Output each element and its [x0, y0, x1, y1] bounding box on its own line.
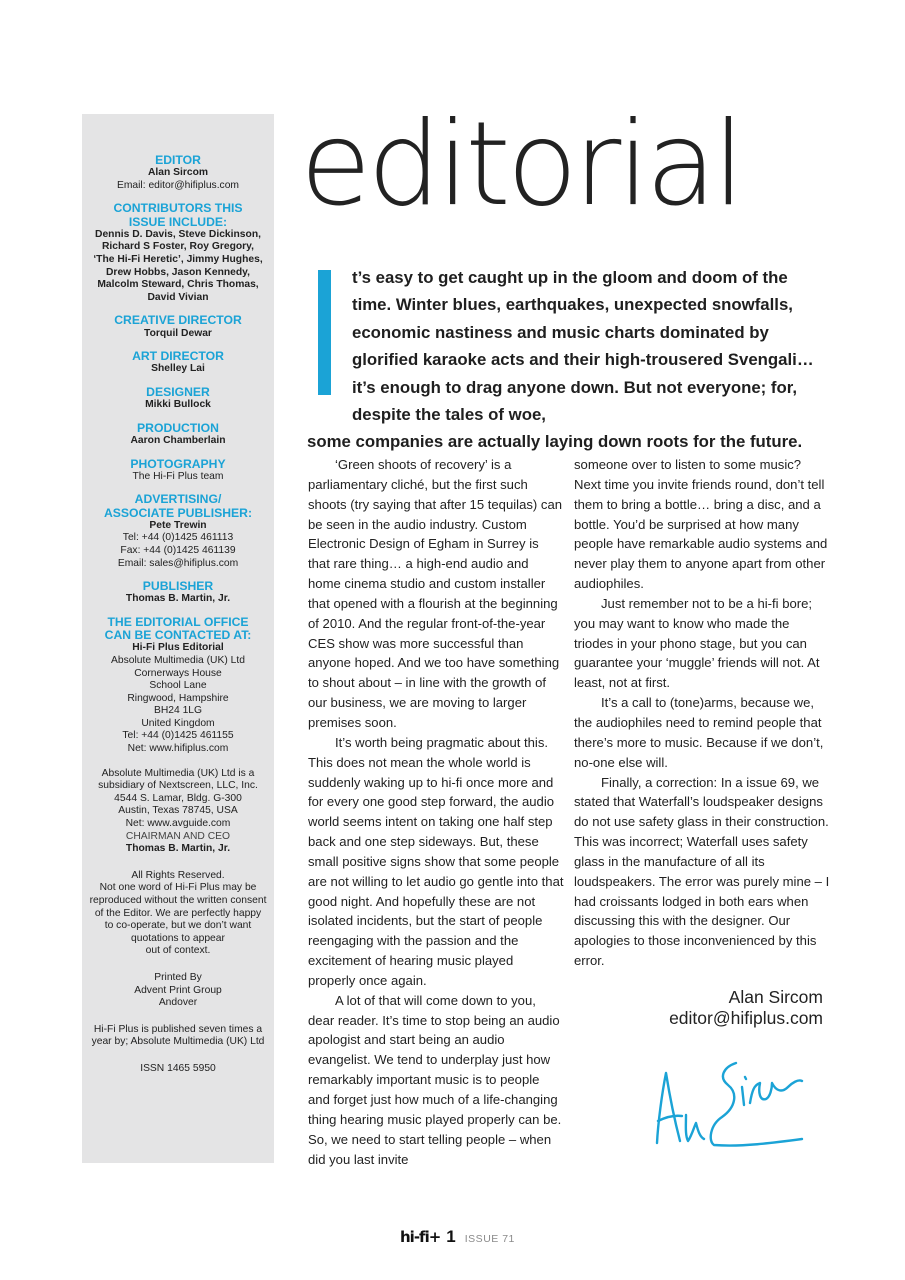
credit-name: Thomas B. Martin, Jr. [125, 593, 231, 605]
author-name: Alan Sircom [728, 987, 823, 1007]
brand-logo: hi-fi+ [400, 1228, 441, 1246]
rights-notice: All Rights Reserved. Not one word of Hi-Fi Plus may be reproduced without the written consent of the Editor. We are perfectly happy to co-operate, but we don’t want quotations to appear out of context. [89, 869, 267, 957]
credit-role: PUBLISHER [142, 579, 214, 594]
body-paragraph: someone over to listen to some music? Next time you invite friends round, don’t tell them to bring a bottle… bring a disc, and a bottle. You’d be surprised at how many people have remarkable audio systems and never play them to anyone apart from other audiophiles. [574, 457, 828, 592]
body-paragraph: It’s a call to (tone)arms, because we, the audiophiles need to remind people that there’s more to music. Because if we don’t, no-one else will. [574, 695, 824, 770]
standfirst [307, 264, 827, 456]
credit-name: Pete Trewin [149, 519, 207, 531]
credit-role: PRODUCTION [137, 420, 219, 435]
masthead-sidebar [82, 114, 274, 1163]
credit-advertising [86, 493, 270, 570]
page-footer [400, 1227, 515, 1247]
credit-details: Absolute Multimedia (UK) Ltd Cornerways House School Lane Ringwood, Hampshire BH24 1LG United Kingdom Tel: +44 (0)1425 461155 Net: www.hifiplus.com [111, 654, 245, 755]
credit-role: ART DIRECTOR [132, 349, 224, 364]
printer-info: Printed By Advent Print Group Andover [134, 971, 222, 1009]
body-paragraph: Finally, a correction: In a issue 69, we stated that Waterfall’s loudspeaker designs do not use safety glass in their construction. This was incorrect; Waterfall uses safety glass in the manufacture of all its loudspeakers. The error was purely mine – I had croissants lodged in both ears when discussing this with the designer. Our apologies to those inconvenienced by this error. [574, 774, 830, 969]
company-info [86, 768, 270, 856]
credit-role: DESIGNER [146, 384, 210, 399]
chairman-label: CHAIRMAN AND CEO [125, 830, 231, 842]
credit-photography [86, 458, 270, 484]
page-title: editorial [300, 97, 741, 232]
page-number: 1 [446, 1227, 456, 1246]
credit-name: Torquil Dewar [144, 327, 212, 339]
signature-stroke [750, 1080, 802, 1103]
credit-details: The Hi-Fi Plus team [132, 470, 224, 482]
body-paragraph: It’s worth being pragmatic about this. This does not mean the whole world is suddenly waking up to hi-fi once more and for every one good step forward, the audio world seems intent on taking one half step back and one step sideways. But, these small positive signs show that some people are not willing to let audio go gentle into that good night. And hopefully these are not isolated incidents, but the start of people reengaging with the passion and the excitement of hearing music played properly once again. [308, 734, 564, 988]
credit-details: Email: editor@hifiplus.com [116, 179, 240, 191]
body-column-left [308, 455, 564, 1169]
issn: ISSN 1465 5950 [140, 1062, 216, 1074]
credit-role: ADVERTISING/ ASSOCIATE PUBLISHER: [103, 492, 253, 520]
issue-number: ISSUE 71 [464, 1233, 515, 1245]
signature-stroke [742, 1077, 746, 1105]
standfirst-tail: some companies are actually laying down roots for the future. [307, 432, 803, 452]
chairman-name: Thomas B. Martin, Jr. [125, 843, 231, 855]
credit-role: PHOTOGRAPHY [130, 456, 226, 471]
publication-frequency: Hi-Fi Plus is published seven times a year by; Absolute Multimedia (UK) Ltd [91, 1023, 265, 1048]
credit-name: Mikki Bullock [145, 399, 211, 411]
credit-name: Shelley Lai [151, 363, 205, 375]
handwritten-signature [652, 1043, 808, 1163]
credit-role: EDITOR [155, 153, 201, 167]
author-signoff [669, 987, 823, 1029]
credit-role: THE EDITORIAL OFFICE CAN BE CONTACTED AT: [104, 614, 252, 643]
credit-role: CONTRIBUTORS THIS ISSUE INCLUDE: [113, 201, 243, 229]
signature-stroke [711, 1063, 802, 1146]
credit-art-director [86, 350, 270, 376]
signature-stroke [686, 1115, 704, 1141]
credit-editor [86, 154, 270, 192]
credit-name: Alan Sircom [147, 167, 209, 179]
author-email[interactable]: editor@hifiplus.com [669, 1008, 823, 1028]
credit-creative-director [86, 314, 270, 340]
body-column-right [574, 455, 830, 971]
credit-publisher [86, 580, 270, 606]
credit-role: CREATIVE DIRECTOR [114, 313, 242, 328]
body-paragraph: A lot of that will come down to you, dear reader. It’s time to stop being an audio apologist and start being an audio evangelist. We tend to underplay just how remarkably important music is to people and forget just how much of a life-changing thing hearing music played properly can be. So, we need to start telling people – when did you last invite [308, 992, 562, 1167]
credit-production [86, 422, 270, 448]
standfirst-lead: t’s easy to get caught up in the gloom and doom of the time. Winter blues, earthquakes, unexpected snowfalls, economic nastiness and music charts dominated by glorified karaoke acts and their high-trousered Svengali… it’s enough to drag anyone down. But not everyone; for, despite the tales of woe, [352, 268, 814, 425]
credit-designer [86, 386, 270, 412]
signature-stroke [657, 1073, 682, 1143]
credit-name: Aaron Chamberlain [130, 434, 226, 446]
company-text: Absolute Multimedia (UK) Ltd is a subsidiary of Nextscreen, LLC, Inc. 4544 S. Lamar, Bldg. G-300 Austin, Texas 78745, USA Net: www.avguide.com [98, 767, 258, 830]
credit-editorial-office [86, 616, 270, 756]
body-paragraph: Just remember not to be a hi-fi bore; you may want to know who made the triodes in your phono stage, but you can guarantee your ‘muggle’ friends will not. At least, not at first. [574, 595, 820, 691]
credit-contributors [86, 202, 270, 304]
credit-name: Dennis D. Davis, Steve Dickinson, Richard S Foster, Roy Gregory, ‘The Hi-Fi Heretic’, Jimmy Hughes, Drew Hobbs, Jason Kennedy, Malcolm Steward, Chris Thomas, David Vivian [93, 228, 263, 303]
body-paragraph: ‘Green shoots of recovery’ is a parliamentary cliché, but the first such shoots (try saying that after 15 tequilas) can be seen in the audio industry. Custom Electronic Design of Egham in Surrey is that rare thing… a high-end audio and home cinema studio and custom installer that opened with a flourish at the beginning of 2010. And the regular front-of-the-year CES show was more successful than anyone hoped. And we too have something to shout about – in line with the growth of our business, we are moving to larger premises soon. [308, 457, 563, 730]
credit-name: Hi-Fi Plus Editorial [132, 642, 224, 654]
credit-details: Tel: +44 (0)1425 461113 Fax: +44 (0)1425 461139 Email: sales@hifiplus.com [117, 532, 239, 569]
